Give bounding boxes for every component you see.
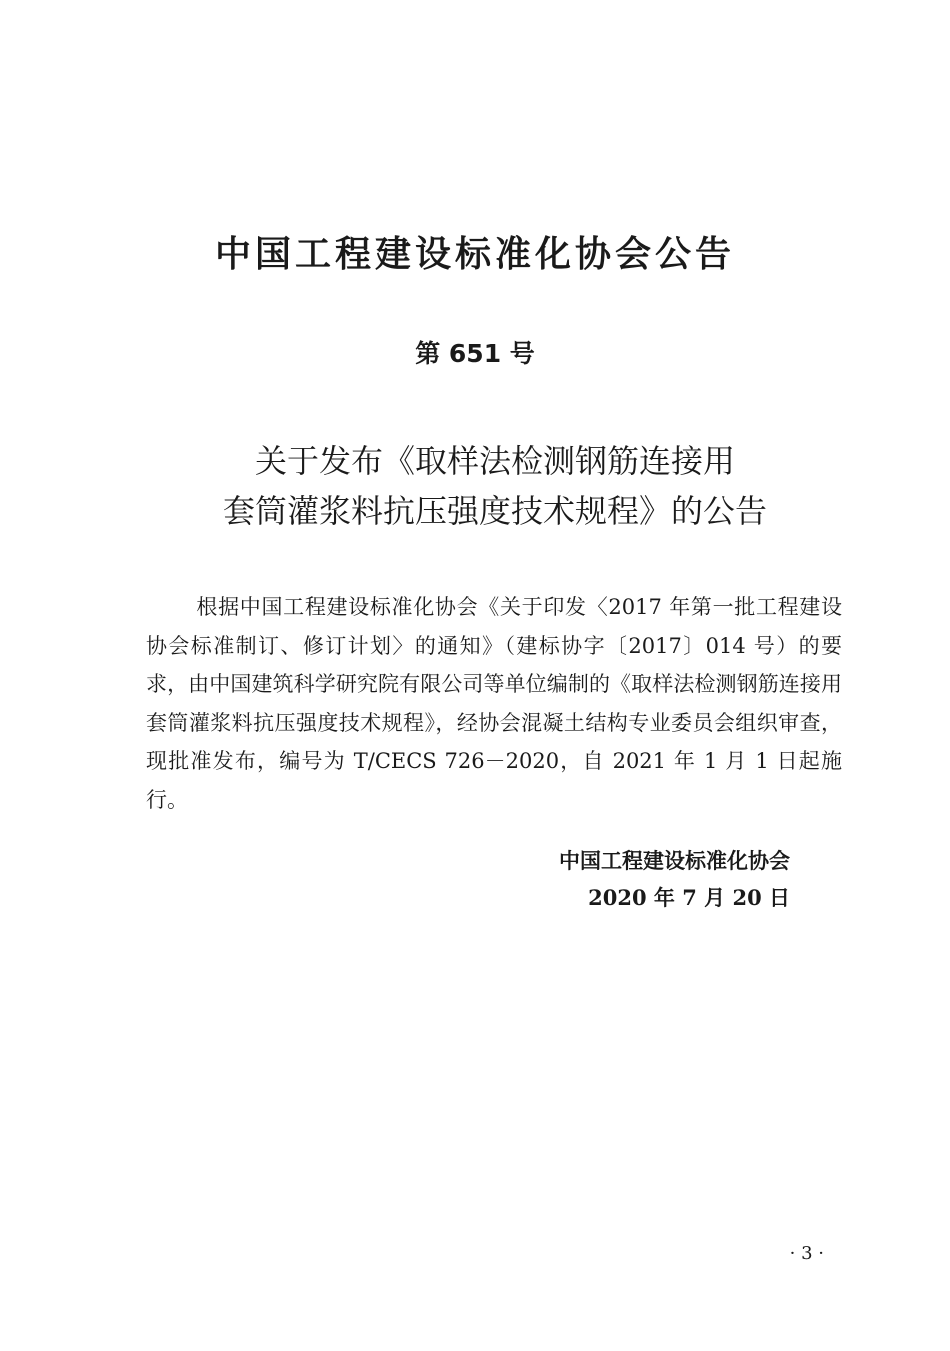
signature-date: 2020 年 7 月 20 日 xyxy=(588,885,790,910)
subject-line-1: 关于发布《取样法检测钢筋连接用 xyxy=(254,442,735,480)
notice-number: 第 651 号 xyxy=(415,339,535,368)
announcement-subject xyxy=(0,436,950,536)
body-paragraph: 根据中国工程建设标准化协会《关于印发〈2017 年第一批工程建设协会标准制订、修订计划〉的通知》（建标协字〔2017〕014 号）的要求，由中国建筑科学研究院有限公司等单位编制的《取样法检测钢筋连接用套筒灌浆料抗压强度技术规程》，经协会混凝土结构专业委员会组织审查，现批准发布，编号为 T/CECS 726－2020，自 2021 年 1 月 1 日起施行。 xyxy=(146,595,842,812)
subject-line-2: 套筒灌浆料抗压强度技术规程》的公告 xyxy=(222,492,767,530)
signature-org: 中国工程建设标准化协会 xyxy=(559,849,790,873)
announcement-body xyxy=(146,588,842,819)
announcement-org-title: 中国工程建设标准化协会公告 xyxy=(214,234,735,275)
page-number: · 3 · xyxy=(789,1243,824,1264)
